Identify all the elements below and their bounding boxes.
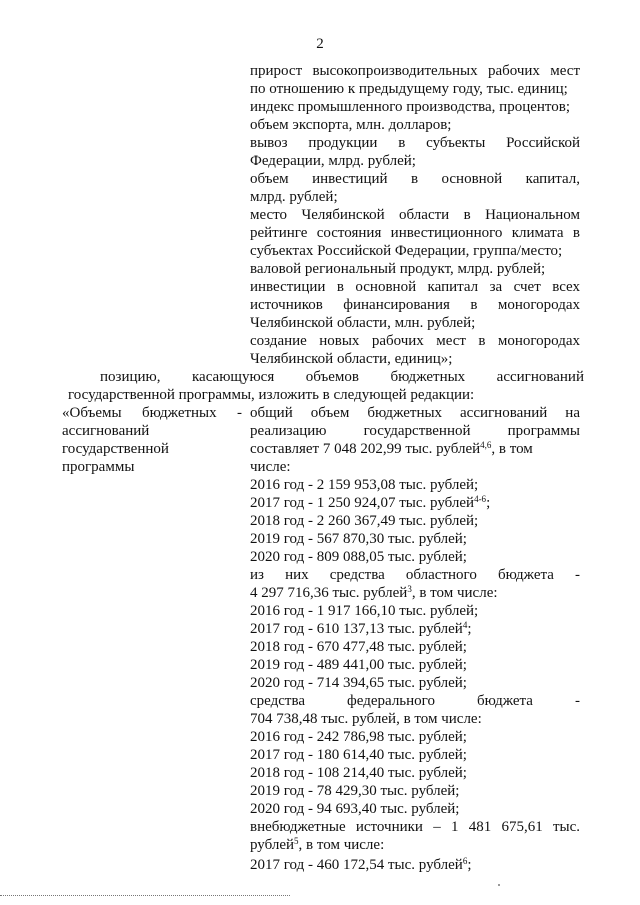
total-line-4: числе:	[250, 459, 291, 475]
indicator-line: индекс промышленного производства, процентов;	[250, 99, 571, 115]
regional-year-row: 2017 год - 610 137,13 тыс. рублей$^4$;	[250, 620, 472, 637]
indicator-line: по отношению к предыдущему году, тыс. единиц;	[250, 81, 568, 97]
regional-year-row: 2019 год - 489 441,00 тыс. рублей;	[250, 657, 467, 673]
total-year-row: 2016 год - 2 159 953,08 тыс. рублей;	[250, 477, 479, 493]
total-year-row: 2017 год - 1 250 924,07 тыс. рублей$^{4-6}$;	[250, 494, 491, 511]
federal-year-row: 2018 год - 108 214,40 тыс. рублей;	[250, 765, 467, 781]
indicator-line: вывоз продукции в субъекты Российской	[250, 135, 580, 151]
indicator-line: объем экспорта, млн. долларов;	[250, 117, 452, 133]
indicator-line: Челябинской области, млн. рублей;	[250, 315, 476, 331]
federal-year-row: 2020 год - 94 693,40 тыс. рублей;	[250, 801, 460, 817]
total-year-row: 2019 год - 567 870,30 тыс. рублей;	[250, 531, 467, 547]
regional-line-1: из них средства областного бюджета -	[250, 567, 580, 583]
regional-line-2: 4 297 716,36 тыс. рублей$^3$, в том числе:	[250, 584, 498, 601]
indicator-line: млрд. рублей;	[250, 189, 338, 205]
federal-year-row: 2019 год - 78 429,30 тыс. рублей;	[250, 783, 460, 799]
indicator-line: место Челябинской области в Национальном	[250, 207, 580, 223]
total-year-row: 2018 год - 2 260 367,49 тыс. рублей;	[250, 513, 479, 529]
intro-line-1: позицию, касающуюся объемов бюджетных ассигнований	[100, 369, 584, 385]
indicator-line: валовой региональный продукт, млрд. рублей;	[250, 261, 546, 277]
total-line-2: реализацию государственной программы	[250, 423, 580, 439]
label-line-3: государственной	[62, 441, 169, 457]
regional-year-row: 2020 год - 714 394,65 тыс. рублей;	[250, 675, 467, 691]
offbudget-line-2: рублей$^5$, в том числе:	[250, 836, 385, 853]
indicator-line: Федерации, млрд. рублей;	[250, 153, 416, 169]
federal-line-2: 704 738,48 тыс. рублей, в том числе:	[250, 711, 482, 727]
indicator-line: рейтинге состояния инвестиционного климата в	[250, 225, 580, 241]
indicator-line: объем инвестиций в основной капитал,	[250, 171, 580, 187]
label-line-4: программы	[62, 459, 135, 475]
indicator-line: Челябинской области, единиц»;	[250, 351, 453, 367]
total-line-3: составляет 7 048 202,99 тыс. рублей$^{4,6}$, в том	[250, 440, 533, 457]
indicator-line: источников финансирования в моногородах	[250, 297, 580, 313]
offbudget-year-row: 2017 год - 460 172,54 тыс. рублей$^6$;	[250, 856, 472, 873]
regional-year-row: 2018 год - 670 477,48 тыс. рублей;	[250, 639, 467, 655]
federal-line-1: средства федерального бюджета -	[250, 693, 580, 709]
indicator-line: прирост высокопроизводительных рабочих мест	[250, 63, 580, 79]
federal-year-row: 2016 год - 242 786,98 тыс. рублей;	[250, 729, 467, 745]
regional-year-row: 2016 год - 1 917 166,10 тыс. рублей;	[250, 603, 479, 619]
indicator-line: субъектах Российской Федерации, группа/место;	[250, 243, 563, 259]
indicator-line: инвестиции в основной капитал за счет всех	[250, 279, 580, 295]
total-year-row: 2020 год - 809 088,05 тыс. рублей;	[250, 549, 467, 565]
indicator-line: создание новых рабочих мест в моногородах	[250, 333, 580, 349]
scan-speck	[498, 884, 500, 886]
page-number: 2	[316, 36, 324, 52]
offbudget-line-1: внебюджетные источники – 1 481 675,61 тыс.	[250, 819, 580, 835]
federal-year-row: 2017 год - 180 614,40 тыс. рублей;	[250, 747, 467, 763]
footer-rule	[0, 895, 290, 896]
intro-line-2: государственной программы, изложить в следующей редакции:	[68, 387, 475, 403]
label-line-1: «Объемы бюджетных -	[62, 405, 242, 421]
label-line-2: ассигнований	[62, 423, 150, 439]
total-line-1: общий объем бюджетных ассигнований на	[250, 405, 580, 421]
